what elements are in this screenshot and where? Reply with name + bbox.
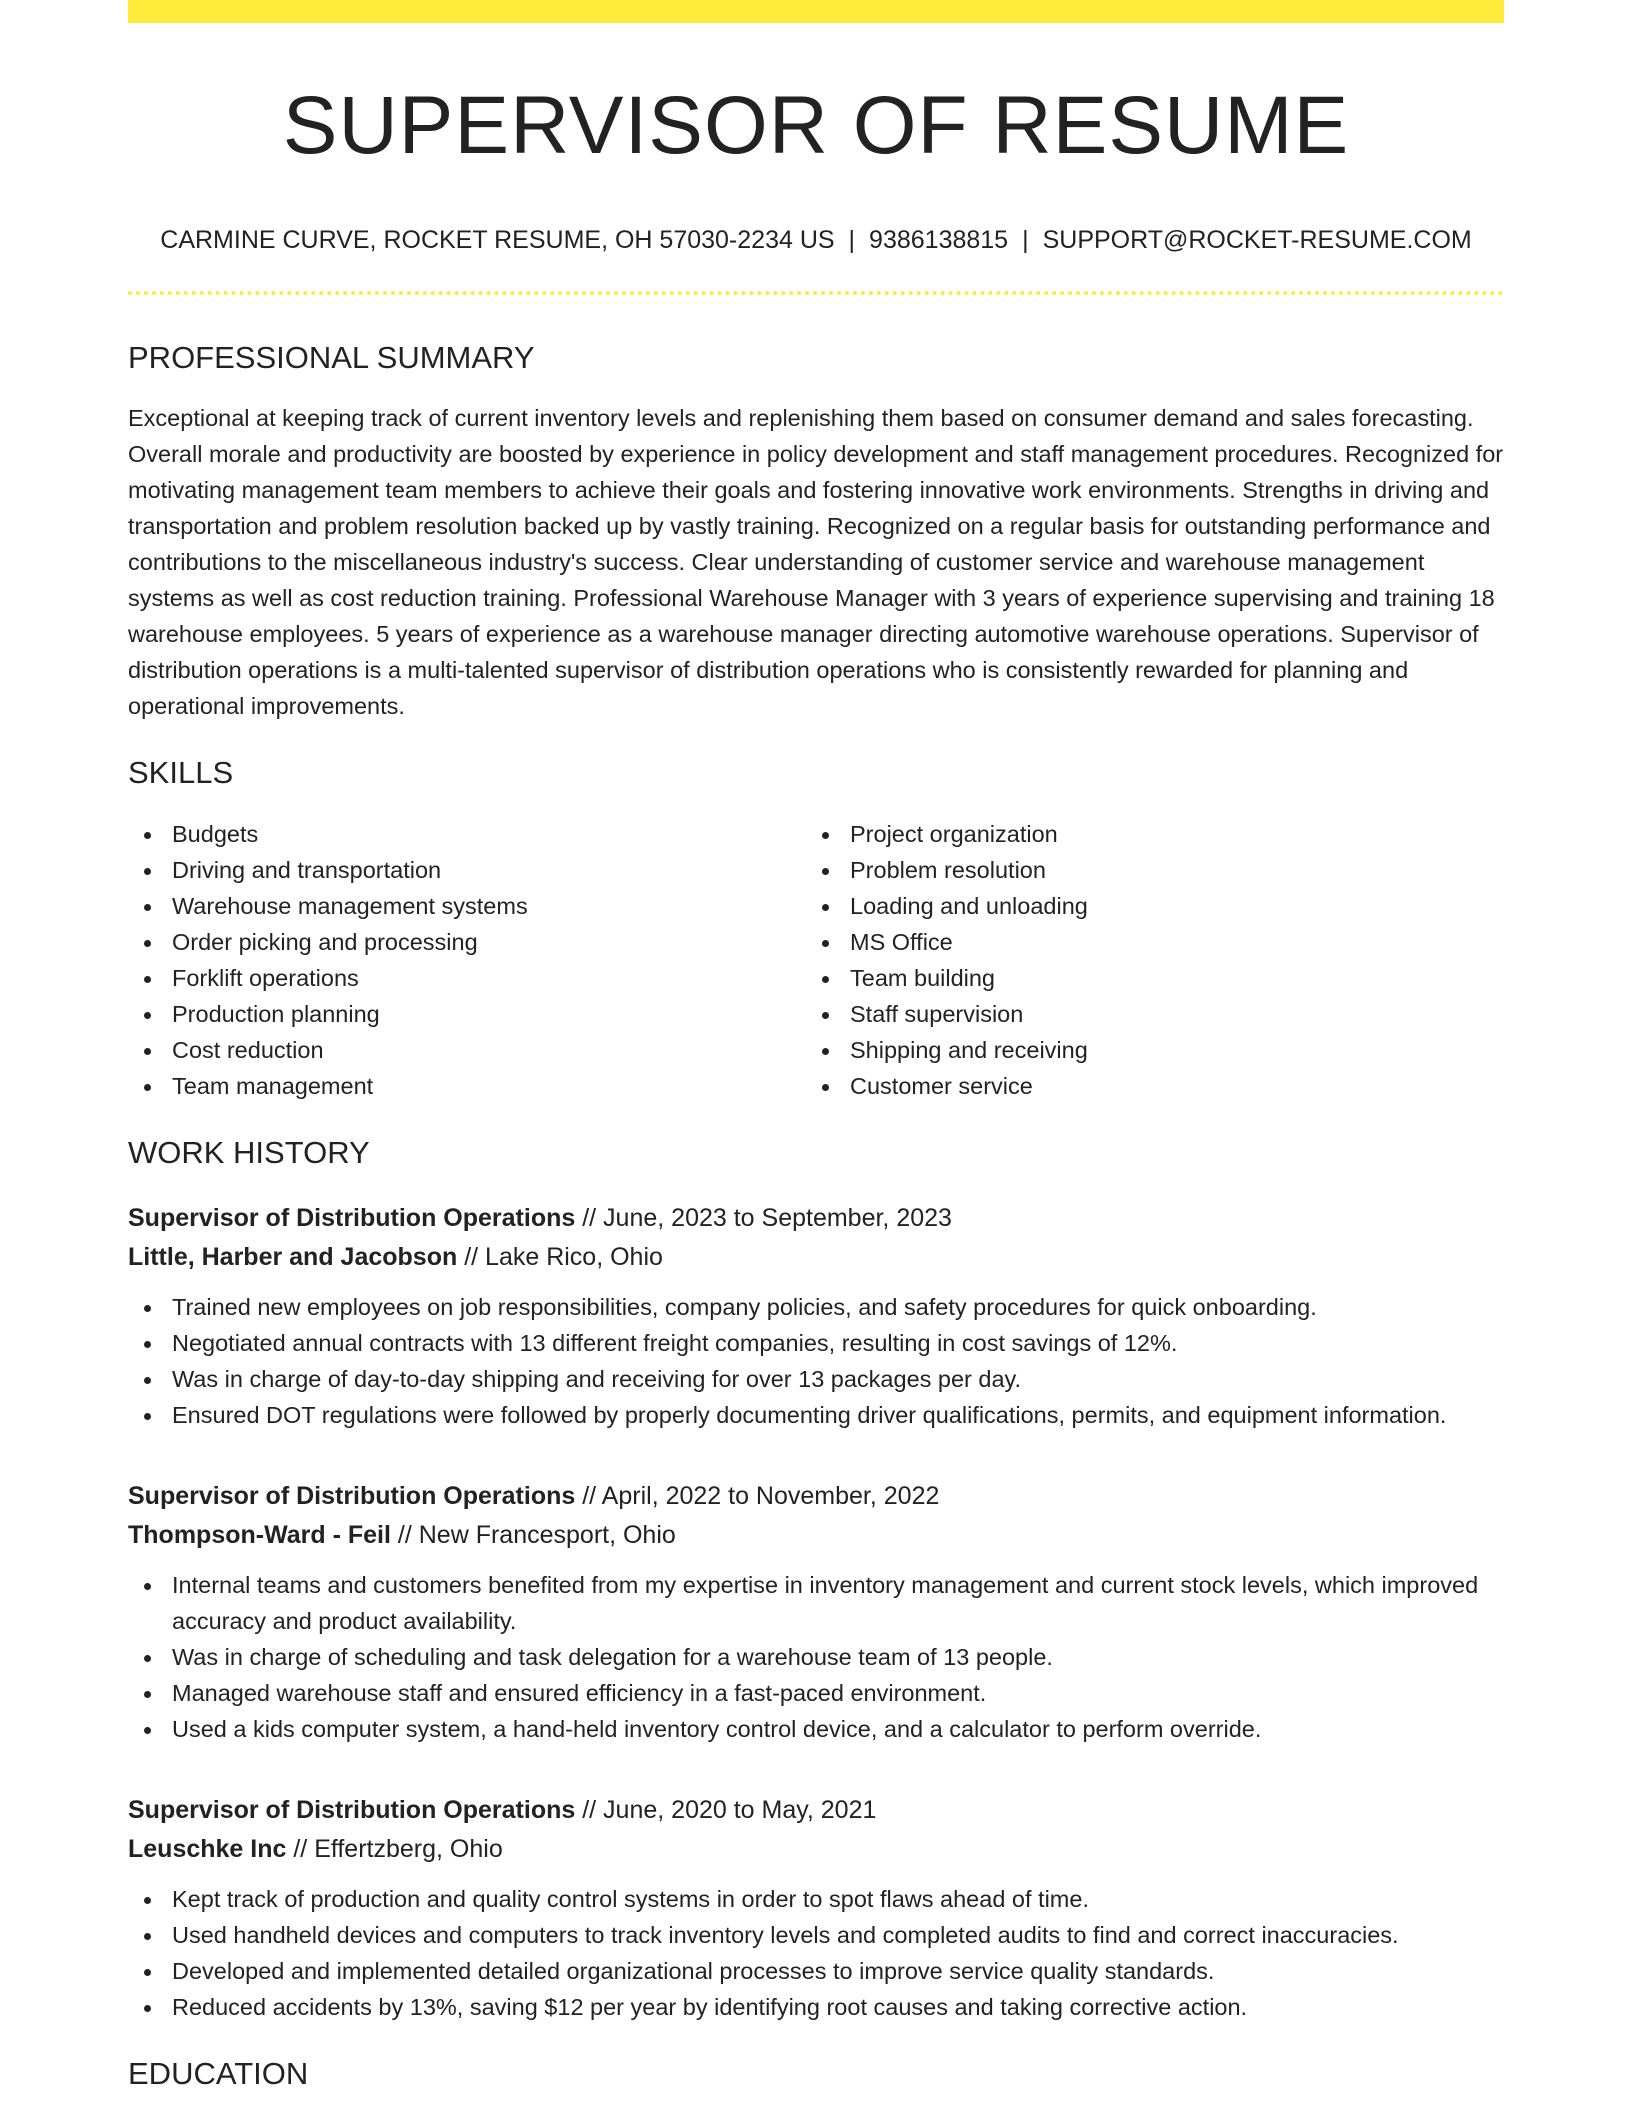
job-company: Thompson-Ward - Feil (128, 1520, 391, 1549)
accent-bar (128, 0, 1504, 23)
job-company: Leuschke Inc (128, 1834, 287, 1863)
job-bullet: Negotiated annual contracts with 13 different freight companies, resulting in cost savings of 12%. (128, 1325, 1504, 1361)
skill-item: Warehouse management systems (128, 888, 806, 924)
job-title-line (128, 1199, 1504, 1238)
job-bullet: Developed and implemented detailed organizational processes to improve service quality standards. (128, 1953, 1504, 1989)
job-title-line (128, 1477, 1504, 1516)
header-divider (128, 291, 1504, 295)
work-history-heading: WORK HISTORY (128, 1134, 370, 1170)
job-bullet: Used a kids computer system, a hand-held inventory control device, and a calculator to perform override. (128, 1711, 1504, 1747)
job-bullet: Kept track of production and quality control systems in order to spot flaws ahead of time. (128, 1881, 1504, 1917)
job-bullet: Reduced accidents by 13%, saving $12 per year by identifying root causes and taking corrective action. (128, 1989, 1504, 2025)
job-location: // New Francesport, Ohio (397, 1520, 676, 1549)
skills-column-right (806, 816, 1484, 1104)
skill-item: Staff supervision (806, 996, 1484, 1032)
skill-item: Customer service (806, 1068, 1484, 1104)
skill-item: Loading and unloading (806, 888, 1484, 924)
skill-item: Driving and transportation (128, 852, 806, 888)
job-company-line (128, 1516, 1504, 1555)
job-entry (128, 1791, 1504, 2025)
job-bullets (128, 1567, 1504, 1747)
skill-item: Cost reduction (128, 1032, 806, 1068)
job-entry (128, 1477, 1504, 1747)
education-heading: EDUCATION (128, 2055, 309, 2091)
contact-separator: | (1022, 226, 1029, 255)
contact-separator: | (848, 226, 856, 255)
contact-phone: 9386138815 (869, 226, 1009, 255)
job-bullet: Trained new employees on job responsibilities, company policies, and safety procedures for quick onboarding. (128, 1289, 1504, 1325)
job-company-line (128, 1238, 1504, 1277)
job-bullet: Internal teams and customers benefited from my expertise in inventory management and current stock levels, which improved accuracy and product availability. (128, 1567, 1504, 1639)
contact-email[interactable]: SUPPORT@ROCKET-RESUME.COM (1042, 226, 1472, 255)
skill-item: Forklift operations (128, 960, 806, 996)
skill-item: Shipping and receiving (806, 1032, 1484, 1068)
job-company: Little, Harber and Jacobson (128, 1242, 458, 1271)
job-dates: // April, 2022 to November, 2022 (582, 1481, 940, 1510)
job-bullet: Was in charge of scheduling and task delegation for a warehouse team of 13 people. (128, 1639, 1504, 1675)
job-title-line (128, 1791, 1504, 1830)
skills-list (128, 816, 1504, 1104)
job-bullets (128, 1881, 1504, 2025)
skill-item: Project organization (806, 816, 1484, 852)
job-bullet: Was in charge of day-to-day shipping and receiving for over 13 packages per day. (128, 1361, 1504, 1397)
summary-heading: PROFESSIONAL SUMMARY (128, 340, 535, 376)
job-bullets (128, 1289, 1504, 1433)
job-bullet: Used handheld devices and computers to track inventory levels and completed audits to find and correct inaccuracies. (128, 1917, 1504, 1953)
job-role: Supervisor of Distribution Operations (128, 1795, 576, 1824)
skills-heading: SKILLS (128, 755, 234, 791)
skill-item: Problem resolution (806, 852, 1484, 888)
job-bullet: Managed warehouse staff and ensured efficiency in a fast-paced environment. (128, 1675, 1504, 1711)
contact-address: CARMINE CURVE, ROCKET RESUME, OH 57030-2234 US (160, 226, 835, 255)
resume-page (128, 0, 1504, 2092)
work-history-list (128, 1199, 1504, 2025)
job-dates: // June, 2020 to May, 2021 (582, 1795, 877, 1824)
job-bullet: Ensured DOT regulations were followed by properly documenting driver qualifications, permits, and equipment information. (128, 1397, 1504, 1433)
contact-line (128, 225, 1504, 255)
skill-item: Team management (128, 1068, 806, 1104)
job-role: Supervisor of Distribution Operations (128, 1481, 576, 1510)
skills-column-left (128, 816, 806, 1104)
skill-item: MS Office (806, 924, 1484, 960)
job-location: // Effertzberg, Ohio (293, 1834, 503, 1863)
skill-item: Team building (806, 960, 1484, 996)
skill-item: Order picking and processing (128, 924, 806, 960)
skill-item: Production planning (128, 996, 806, 1032)
resume-name: SUPERVISOR OF RESUME (282, 80, 1350, 171)
job-role: Supervisor of Distribution Operations (128, 1203, 576, 1232)
job-location: // Lake Rico, Ohio (464, 1242, 663, 1271)
job-company-line (128, 1830, 1504, 1869)
job-dates: // June, 2023 to September, 2023 (582, 1203, 952, 1232)
job-entry (128, 1199, 1504, 1433)
summary-text: Exceptional at keeping track of current inventory levels and replenishing them based on consumer demand and sales forecasting. Overall morale and productivity are boosted by experience in policy development and staff management procedures. Recognized for motivating management team members to achieve their goals and fostering innovative work environments. Strengths in driving and transportation and problem resolution backed up by vastly training. Recognized on a regular basis for outstanding performance and contributions to the miscellaneous industry's success. Clear understanding of customer service and warehouse management systems as well as cost reduction training. Professional Warehouse Manager with 3 years of experience supervising and training 18 warehouse employees. 5 years of experience as a warehouse manager directing automotive warehouse operations. Supervisor of distribution operations is a multi-talented supervisor of distribution operations who is consistently rewarded for planning and operational improvements. (128, 405, 1504, 720)
skill-item: Budgets (128, 816, 806, 852)
